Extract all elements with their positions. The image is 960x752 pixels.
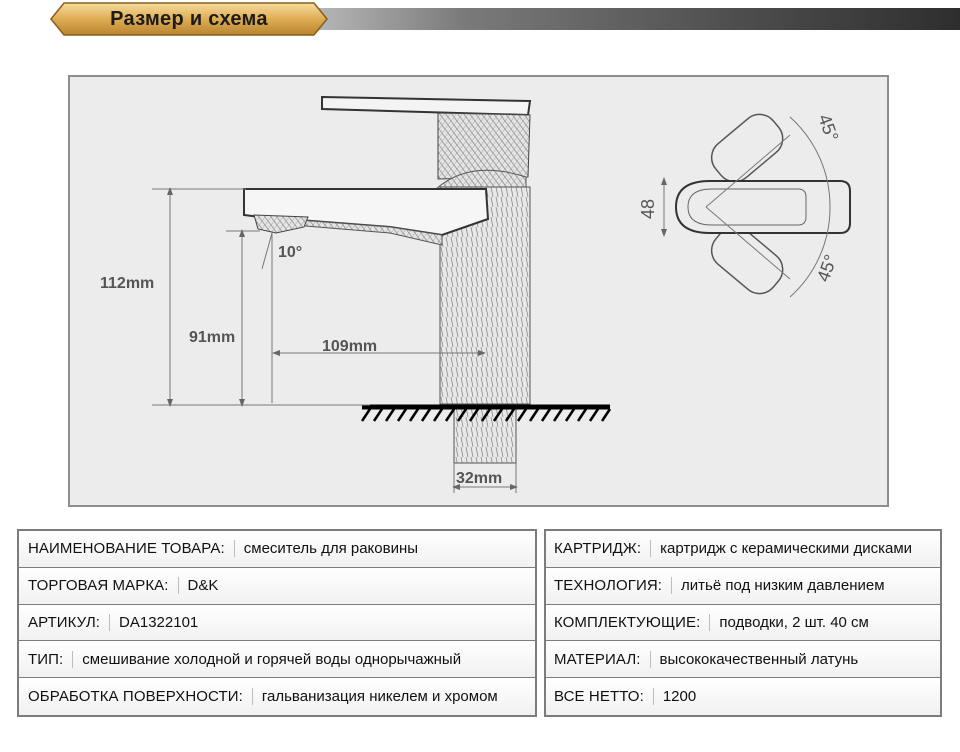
spec-label: КОМПЛЕКТУЮЩИЕ: [554,613,701,631]
spec-label: ОБРАБОТКА ПОВЕРХНОСТИ: [28,688,243,706]
spec-label: КАРТРИДЖ: [554,540,642,558]
spec-value: картридж с керамическими дисками [650,540,912,557]
dim-base-diameter-label: 32mm [456,470,503,487]
spec-label: ВСЕ НЕТТО: [554,688,644,706]
specs-table-left [17,529,537,717]
dim-spout-height-label: 91mm [189,329,236,346]
faucet-drawing [70,77,891,509]
spec-value: высококачественный латунь [650,651,859,668]
spec-row-material [546,641,940,678]
section-header [0,0,960,38]
spec-value: DA1322101 [109,614,198,631]
spec-row-brand [19,568,535,605]
spec-label: ТИП: [28,650,64,668]
header-bar [300,8,960,30]
spec-row-accessories [546,605,940,642]
spec-value: D&K [178,577,219,594]
spec-row-net-weight [546,678,940,715]
spec-value: смеситель для раковины [234,540,418,557]
spec-row-type [19,641,535,678]
dim-rotation-right-label: 45° [812,251,842,285]
spec-label: МАТЕРИАЛ: [554,650,641,668]
spec-row-article [19,605,535,642]
dim-handle-width-label: 48 [638,198,658,219]
section-title: Размер и схема [110,8,268,30]
spec-row-cartridge [546,531,940,568]
dim-spout-reach-label: 109mm [322,338,378,355]
dimension-diagram [68,75,889,507]
spec-label: ТОРГОВАЯ МАРКА: [28,577,169,595]
spec-label: АРТИКУЛ: [28,613,101,631]
dim-rotation-left-label: 45° [814,111,843,144]
spec-label: ТЕХНОЛОГИЯ: [554,577,663,595]
spec-value: гальванизация никелем и хромом [252,688,498,705]
spec-value: смешивание холодной и горячей воды однорычажный [72,651,461,668]
dim-spout-angle-label: 10° [278,244,303,261]
spec-row-surface-finish [19,678,535,715]
spec-label: НАИМЕНОВАНИЕ ТОВАРА: [28,540,225,558]
dim-height-total-label: 112mm [100,275,155,292]
spec-value: подводки, 2 шт. 40 см [709,614,868,631]
spec-row-product-name [19,531,535,568]
specs-table-right [544,529,942,717]
spec-value: 1200 [653,688,696,705]
spec-value: литьё под низким давлением [671,577,884,594]
spec-row-technology [546,568,940,605]
